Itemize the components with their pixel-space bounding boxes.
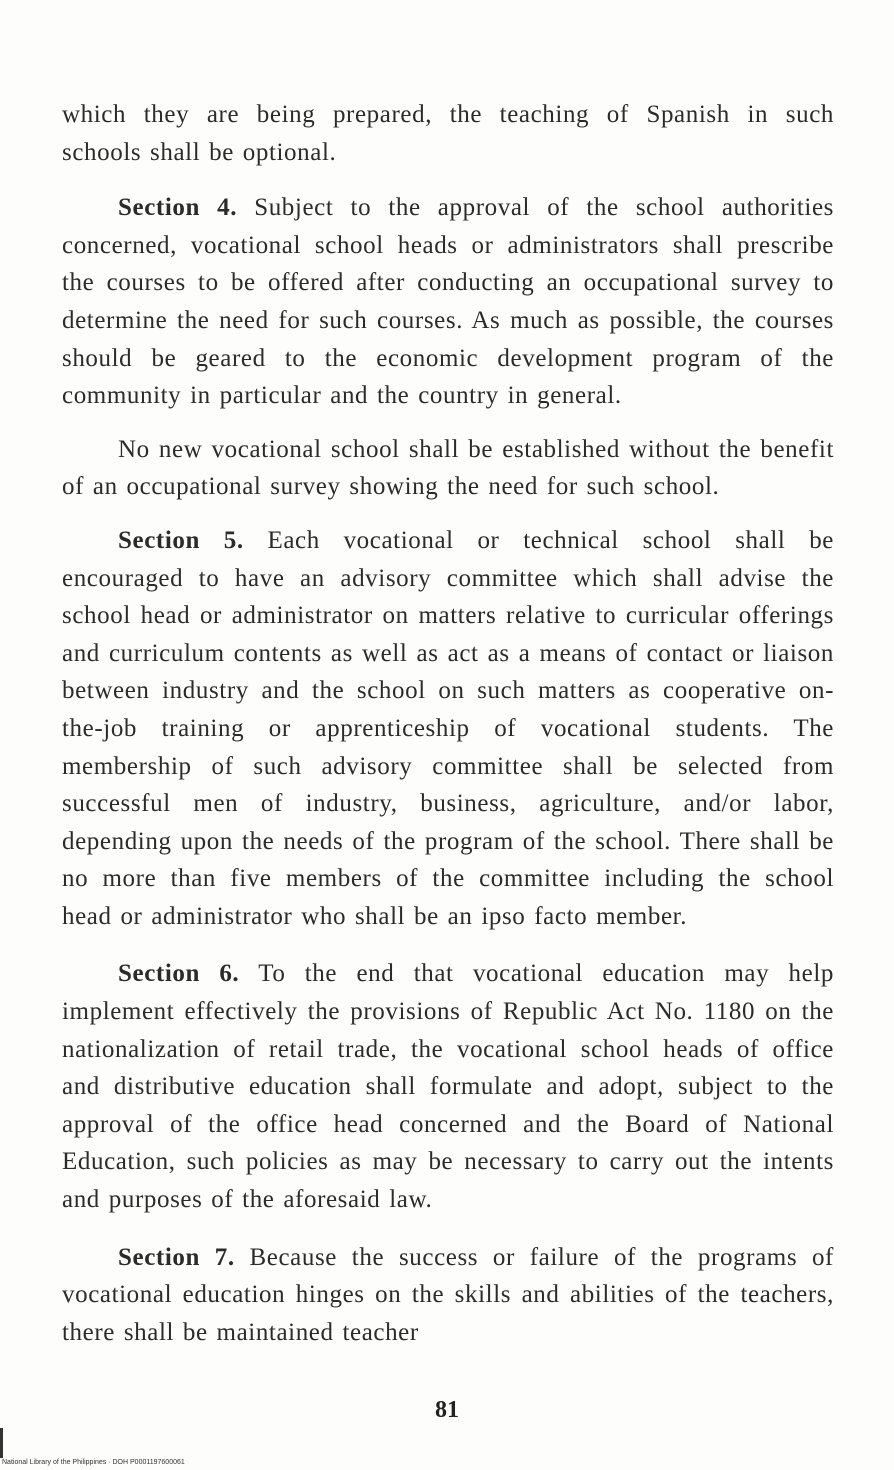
page-number: 81 — [435, 1397, 459, 1423]
section-5-label: Section 5. — [118, 526, 244, 554]
section-5-text: Each vocational or technical school shall be encouraged to have an advisory committee which shall advise the school head or administrator on matters relative to curricular offerings and curriculum contents as well as act as a means of contact or liaison between industry and the school on such matters as cooperative on-the-job training or apprenticeship of vocational students. The membership of such advisory committee shall be selected from successful men of industry, business, agriculture, and/or labor, depending upon the needs of the program of the school. There shall be no more than five members of the committee including the school head or administrator who shall be an ipso facto member. — [62, 526, 834, 930]
body-text — [62, 96, 834, 1351]
section-7-paragraph — [62, 1239, 834, 1352]
section-6-text: To the end that vocational education may help implement effectively the provisions of Republic Act No. 1180 on the nationalization of retail trade, the vocational school heads of office and distributive education shall formulate and adopt, subject to the approval of the office head concerned and the Board of National Education, such policies as may be necessary to carry out the intents and purposes of the aforesaid law. — [62, 960, 834, 1214]
section-6-paragraph — [62, 955, 834, 1218]
section-7-text: Because the success or failure of the programs of vocational education hinges on the skills and abilities of the teachers, there shall be maintained teacher — [62, 1243, 834, 1346]
footer-watermark: National Library of the Philippines · DOH P0001197600061 — [2, 1459, 185, 1466]
new-school-paragraph — [62, 431, 834, 506]
section-7-label: Section 7. — [118, 1243, 235, 1271]
section-4-label: Section 4. — [118, 194, 238, 222]
section-4-text: Subject to the approval of the school authorities concerned, vocational school heads or administrators shall prescribe the courses to be offered after conducting an occupational survey to determine the need for such courses. As much as possible, the courses should be geared to the economic development program of the community in particular and the country in general. — [62, 194, 834, 410]
section-4-paragraph — [62, 189, 834, 415]
section-5-paragraph — [62, 522, 834, 936]
continuation-text: which they are being prepared, the teaching of Spanish in such schools shall be optional. — [62, 101, 834, 166]
continuation-paragraph — [62, 96, 834, 171]
new-school-text: No new vocational school shall be established without the benefit of an occupational survey showing the need for such school. — [62, 435, 834, 501]
scan-edge-mark — [0, 1428, 3, 1458]
section-6-label: Section 6. — [118, 960, 240, 988]
